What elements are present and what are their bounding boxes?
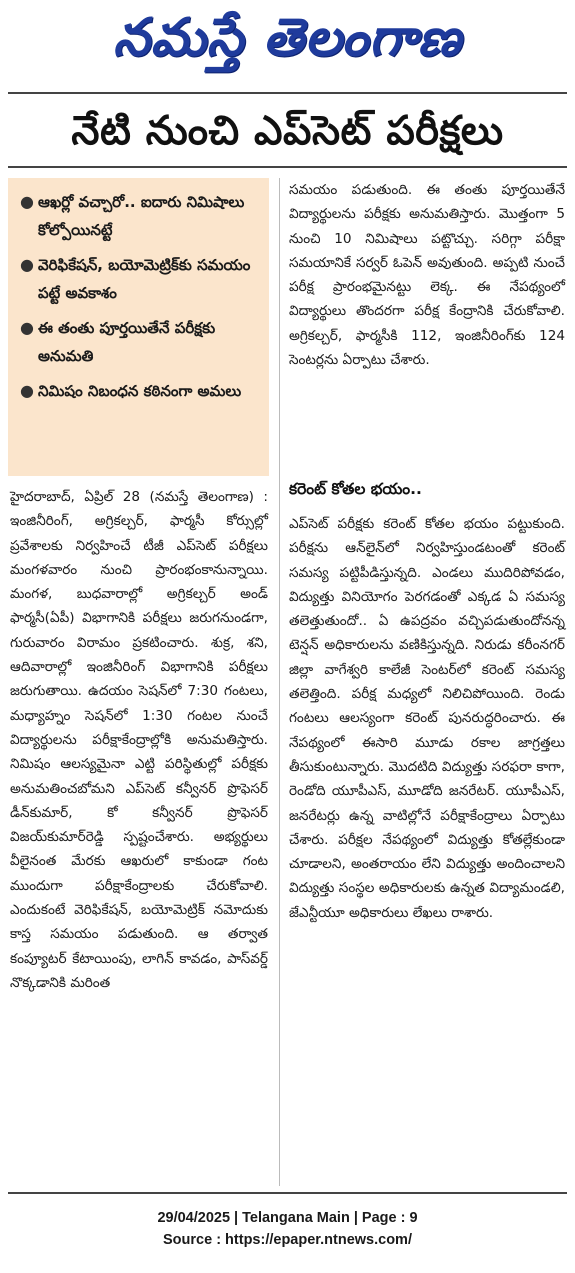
bullet-icon: ● [20,381,34,400]
article-body-left: హైదరాబాద్, ఏప్రిల్ 28 (నమస్తే తెలంగాణ) : ఇంజినీరింగ్, అగ్రికల్చర్, ఫార్మసీ కోర్సుల్లో ప్రవేశాలకు నిర్వహించే టీజీ ఎప్‌సెట్ పరీక్షలు మంగళవారం నుంచి ప్రారంభంకానున్నాయి. మంగళ, బుధవారాల్లో అగ్రికల్చర్ అండ్ ఫార్మసీ(ఏపీ) విభాగానికి పరీక్షలు జరుగనుండగా, గురువారం విరామం ప్రకటించారు. శుక్ర, శని, ఆదివారాల్లో ఇంజినీరింగ్ విభాగానికి పరీక్షలు జరుగుతాయి. ఉదయం సెషన్‌లో 7:30 గంటలు, మధ్యాహ్నం సెషన్‌లో 1:30 గంటల నుంచే విద్యార్థులను పరీక్షాకేంద్రాల్లోకి అనుమతిస్తారు. నిమిషం ఆలస్యమైనా ఎట్టి పరిస్థితుల్లో పరీక్షకు అనుమతించబోమని ఎప్‌సెట్ కన్వీనర్ ప్రొఫెసర్ డీన్‌కుమార్, కో కన్వీనర్ ప్రొఫెసర్ విజయ్‌కుమార్‌రెడ్డి స్పష్టంచేశారు. అభ్యర్థులు వీలైనంత మేరకు ఆఖరులో కాకుండా గంట ముందుగా పరీక్షాకేంద్రాలకు చేరుకోవాలి. ఎందుకంటే వెరిఫికేషన్, బయోమెట్రిక్ నమోదుకు కాస్త సమయం పడుతుంది. ఆ తర్వాత కంప్యూటర్ కేటాయింపు, లాగిన్ కావడం, పాస్‌వర్డ్ నొక్కడానికి మరింత [10,489,268,991]
masthead [0,0,575,86]
headline-divider [8,166,567,168]
article-subheading: కరెంట్ కోతల భయం.. [289,480,422,498]
highlight-item [20,188,261,244]
masthead-logo: నమస్తే తెలంగాణ [113,8,462,68]
article-body-right-top: సమయం పడుతుంది. ఈ తంతు పూర్తయితేనే విద్యార్థులను పరీక్షకు అనుమతిస్తారు. మొత్తంగా 5 నుంచి 10 నిమిషాలు పట్టొచ్చు. సరిగ్గా పరీక్షా సమయానికే సర్వర్ ఓపెన్ అవుతుంది. అప్పటి నుంచే పరీక్ష ప్రారంభమైనట్టు లెక్క. ఈ నేపథ్యంలో విద్యార్థులు తొందరగా పరీక్ష కేంద్రానికి చేరుకోవాలి. అగ్రికల్చర్, ఫార్మసీకి 112, ఇంజినీరింగ్‌కు 124 సెంటర్లను ఏర్పాటు చేశారు. [289,182,565,369]
footer [0,1207,575,1251]
footer-date-edition: 29/04/2025 | Telangana Main | Page : 9 [157,1210,418,1226]
column-divider [279,178,280,1186]
highlights-box [8,178,269,476]
bullet-icon: ● [20,192,34,211]
masthead-divider [8,92,567,94]
highlight-text: వెరిఫికేషన్, బయోమెట్రిక్‌కు సమయం పట్టే అవకాశం [38,256,251,302]
footer-source-link[interactable]: Source : https://epaper.ntnews.com/ [163,1232,412,1248]
highlight-text: నిమిషం నిబంధన కఠినంగా అమలు [38,382,242,400]
highlight-item [20,251,261,307]
highlight-item [20,314,261,370]
footer-divider [8,1192,567,1194]
article-body-right-bottom: ఎప్‌సెట్ పరీక్షకు కరెంట్ కోతల భయం పట్టుకుంది. పరీక్షను ఆన్‌లైన్‌లో నిర్వహిస్తుండటంతో కరెంట్ సమస్య పట్టిపీడిస్తున్నది. ఎండలు ముదిరిపోవడం, విద్యుత్తు వినియోగం పెరగడంతో ఎక్కడ ఏ సమస్య తలెత్తుతుందో.. ఏ ఉపద్రవం వచ్చిపడుతుందోనన్న టెన్షన్ అధికారులను వణికిస్తున్నది. నిరుడు కరీంనగర్ జిల్లా వాగేశ్వరి కాలేజీ సెంటర్‌లో కరెంట్ సమస్య తలెత్తింది. పరీక్ష మధ్యలో నిలిచిపోయింది. రెండు గంటలు ఆలస్యంగా కరెంట్ పునరుద్ధరించారు. ఈ నేపథ్యంలో ఈసారి మూడు రకాల జాగ్రత్తలు తీసుకుంటున్నారు. మొదటిది విద్యుత్తు సరఫరా కాగా, రెండోది యూపీఎస్, మూడోది జనరేటర్. యూపీఎస్, జనరేటర్లు ఉన్న వాటిల్లోనే పరీక్షాకేంద్రాలు ఏర్పాటు చేశారు. పరీక్షల నేపథ్యంలో విద్యుత్తు కోతల్లేకుండా చూడాలని, అంతరాయం లేని విద్యుత్తు అందించాలని విద్యుత్తు సంస్థల అధికారులకు ఉన్నత విద్యామండలి, జేఎన్టీయూ అధికారులు లేఖలు రాశారు. [289,516,565,921]
highlight-text: ఈ తంతు పూర్తయితేనే పరీక్షకు అనుమతి [38,319,216,365]
article-headline: నేటి నుంచి ఎప్‌సెట్ పరీక్షలు [71,108,504,154]
bullet-icon: ● [20,255,34,274]
highlight-text: ఆఖర్లో వచ్చారో.. ఐదారు నిమిషాలు కోల్పోయినట్టే [38,193,245,239]
highlight-item [20,377,261,405]
bullet-icon: ● [20,318,34,337]
